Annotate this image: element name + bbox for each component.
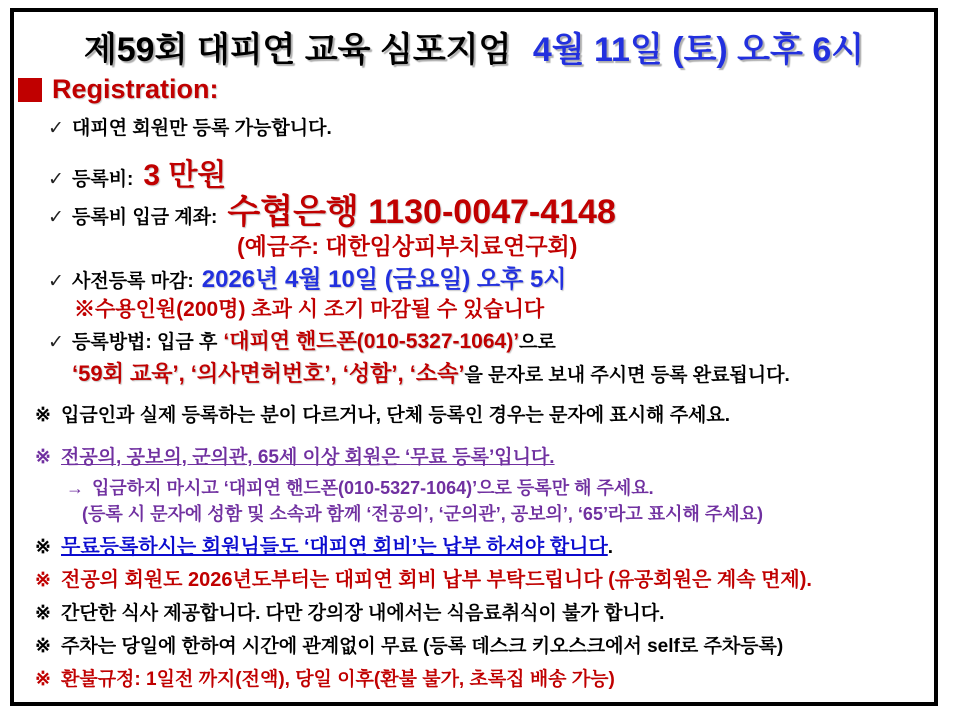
capacity-note-row: [74, 293, 544, 323]
method-pre: 등록방법: 입금 후: [72, 332, 218, 353]
check-item-account: [48, 184, 616, 233]
check-icon: ✓: [48, 169, 64, 190]
note-transfer-name-text: 입금인과 실제 등록하는 분이 다르거나, 단체 등록인 경우는 문자에 표시해 주세요.: [61, 405, 731, 426]
note-refund: [35, 664, 615, 691]
ref-mark: ※: [35, 537, 51, 558]
ref-mark: ※: [35, 603, 51, 624]
red-square-bullet-icon: [18, 78, 42, 102]
free-pre: 전공의, 공보의, 군의관, 65세 이상 회원은 ‘: [61, 447, 411, 468]
page-title: [14, 22, 934, 71]
capacity-note: ※수용인원(200명) 초과 시 조기 마감될 수 있습니다: [74, 298, 545, 321]
registration-heading-row: [18, 74, 219, 105]
method-items: ‘59회 교육’, ‘의사면허번호’, ‘성함’, ‘소속’: [72, 361, 465, 386]
method-items-post: 을 문자로 보내 주시면 등록 완료됩니다.: [464, 365, 790, 386]
free-post: ’입니다.: [488, 447, 555, 468]
note-dues-free: [35, 530, 613, 559]
title-datetime: 4월 11일 (토) 오후 6시: [532, 31, 865, 69]
arrow-icon: →: [66, 478, 84, 498]
note-free-arrow-text: 입금하지 마시고 ‘대피연 핸드폰(010-5327-1064)’으로 등록만 해 주세요.: [92, 478, 654, 498]
ref-mark: ※: [35, 405, 51, 426]
note-free-arrow-row: [66, 474, 654, 500]
check-item-members-only: [48, 113, 332, 140]
method-items-row: [72, 357, 790, 388]
note-free-paren-row: [82, 500, 763, 526]
fee-label: 등록비:: [72, 169, 134, 190]
check-icon: ✓: [48, 332, 64, 353]
account-holder: (예금주: 대한임상피부치료연구회): [237, 233, 578, 259]
ref-mark: ※: [35, 570, 51, 591]
account-holder-row: [237, 228, 577, 261]
members-only-text: 대피연 회원만 등록 가능합니다.: [72, 118, 332, 139]
method-post: 으로: [519, 332, 556, 353]
note-refund-text: 환불규정: 1일전 까지(전액), 당일 이후(환불 불가, 초록집 배송 가능): [61, 669, 615, 690]
slide-frame: [10, 8, 938, 706]
ref-mark: ※: [35, 669, 51, 690]
note-dues-resident-text: 전공의 회원도 2026년도부터는 대피연 회비 납부 부탁드립니다 (유공회원은 계속 면제).: [61, 569, 812, 591]
check-item-deadline: [48, 259, 567, 294]
note-dues-resident: [35, 563, 812, 592]
deadline-value: 2026년 4월 10일 (금요일) 오후 5시: [201, 266, 567, 293]
note-transfer-name: [35, 400, 730, 427]
note-free-registration: [35, 442, 555, 469]
free-bold: 무료 등록: [410, 447, 489, 468]
note-parking: [35, 631, 783, 658]
note-dues-free-period: .: [607, 537, 614, 558]
note-free-paren-text: (등록 시 문자에 성함 및 소속과 함께 ‘전공의’, ‘군의관’, 공보의’, ‘65’라고 표시해 주세요): [82, 504, 764, 524]
title-main: 제59회 대피연 교육 심포지엄: [83, 31, 512, 69]
account-number: 수협은행 1130-0047-4148: [227, 193, 616, 231]
ref-mark: ※: [35, 447, 51, 468]
deadline-label: 사전등록 마감:: [72, 271, 194, 292]
note-meal: [35, 598, 664, 625]
note-free-registration-text: [61, 442, 555, 469]
note-meal-text: 간단한 식사 제공합니다. 다만 강의장 내에서는 식음료취식이 불가 합니다.: [61, 603, 665, 624]
fee-value: 3 만원: [143, 159, 227, 192]
account-label: 등록비 입금 계좌:: [72, 207, 218, 228]
method-phone: ‘대피연 핸드폰(010-5327-1064)’: [223, 330, 520, 353]
check-icon: ✓: [48, 118, 64, 139]
note-parking-text: 주차는 당일에 한하여 시간에 관계없이 무료 (등록 데스크 키오스크에서 self로 주차등록): [61, 636, 784, 657]
check-icon: ✓: [48, 271, 64, 292]
check-icon: ✓: [48, 207, 64, 228]
check-item-method: [48, 325, 556, 355]
registration-heading: Registration:: [52, 74, 219, 104]
note-dues-free-text: 무료등록하시는 회원님들도 ‘대피연 회비’는 납부 하셔야 합니다: [61, 536, 608, 558]
ref-mark: ※: [35, 636, 51, 657]
